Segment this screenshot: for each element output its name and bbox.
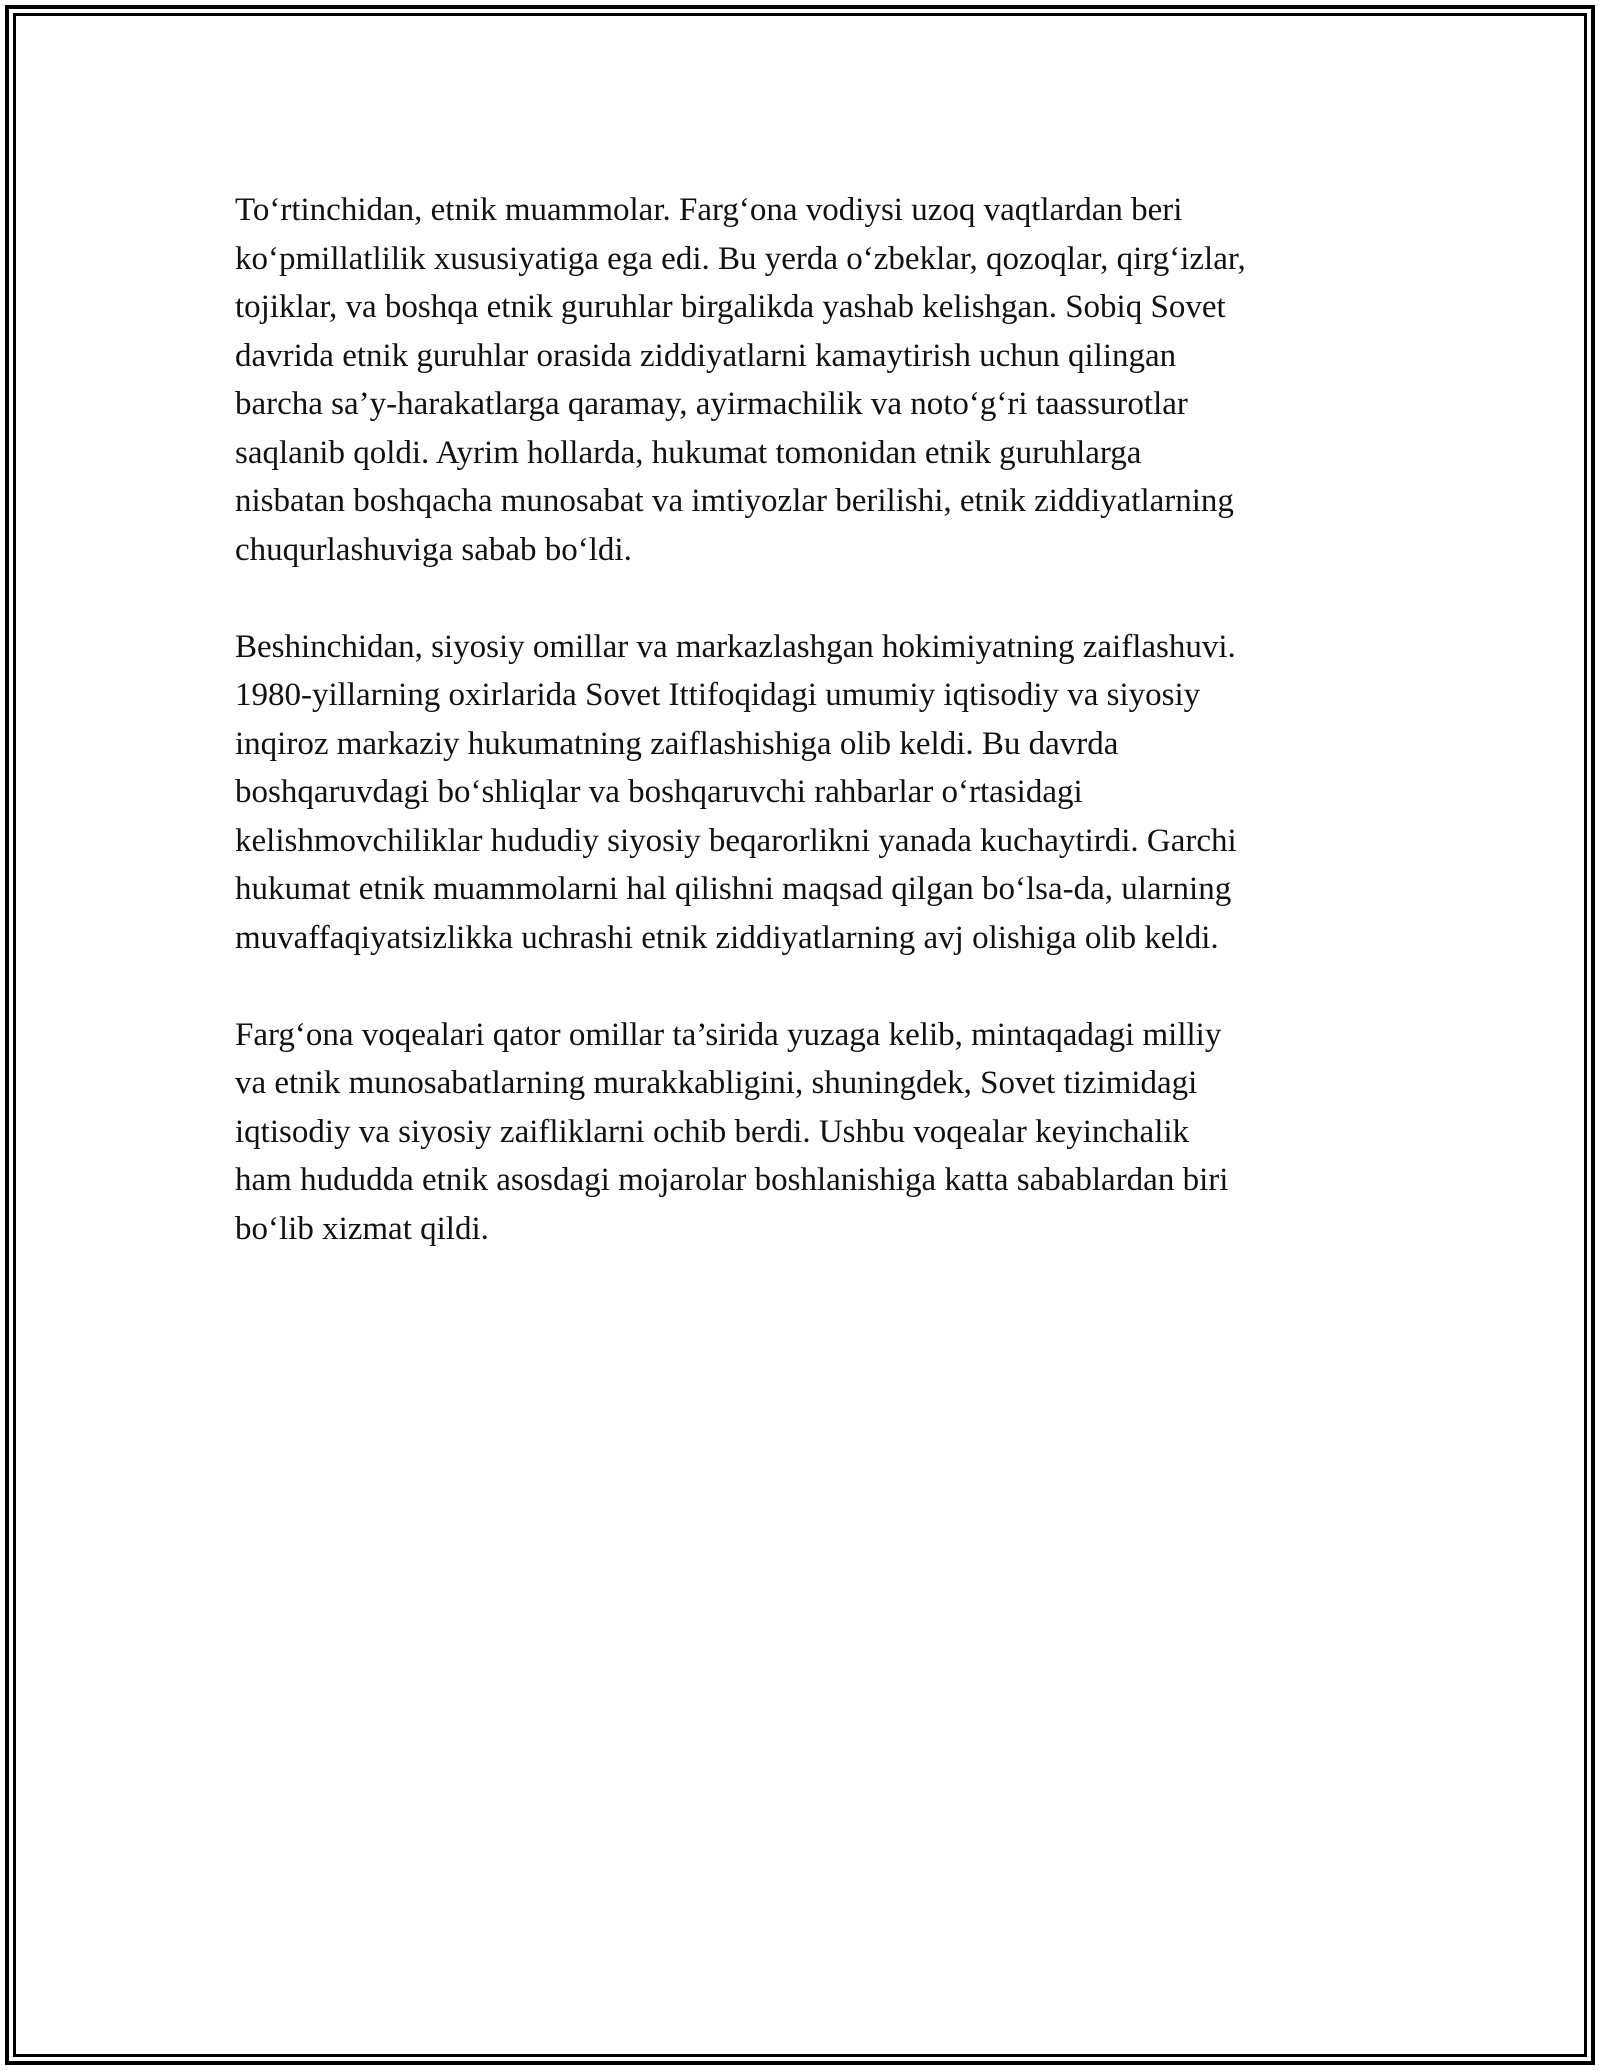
paragraph-conclusion: Farg‘ona voqealari qator omillar ta’sirida yuzaga kelib, mintaqadagi milliy va etnik munosabatlarning murakkabligini, shuningdek, Sovet tizimidagi iqtisodiy va siyosiy zaifliklarni ochib berdi. Ushbu voqealar keyinchalik ham hududda etnik asosdagi mojarolar boshlanishiga katta sabablardan biri bo‘lib xizmat qildi. xyxy=(235,1016,1229,1247)
paragraph-ethnic-problems: To‘rtinchidan, etnik muammolar. Farg‘ona vodiysi uzoq vaqtlardan beri ko‘pmillatlilik xususiyatiga ega edi. Bu yerda o‘zbeklar, qozoqlar, qirg‘izlar, tojiklar, va boshqa etnik guruhlar birgalikda yashab kelishgan. Sobiq Sovet davrida etnik guruhlar orasida ziddiyatlarni kamaytirish uchun qilingan barcha sa’y-harakatlarga qaramay, ayirmachilik va noto‘g‘ri taassurotlar saqlanib qoldi. Ayrim hollarda, hukumat tomonidan etnik guruhlarga nisbatan boshqacha munosabat va imtiyozlar berilishi, etnik ziddiyatlarning chuqurlashuviga sabab bo‘ldi. xyxy=(235,192,1246,568)
paragraph-political-factors: Beshinchidan, siyosiy omillar va markazlashgan hokimiyatning zaiflashuvi. 1980-yillarning oxirlarida Sovet Ittifoqidagi umumiy iqtisodiy va siyosiy inqiroz markaziy hukumatning zaiflashishiga olib keldi. Bu davrda boshqaruvdagi bo‘shliqlar va boshqaruvchi rahbarlar o‘rtasidagi kelishmovchiliklar hududiy siyosiy beqarorlikni yanada kuchaytirdi. Garchi hukumat etnik muammolarni hal qilishni maqsad qilgan bo‘lsa-da, ularning muvaffaqiyatsizlikka uchrashi etnik ziddiyatlarning avj olishiga olib keldi. xyxy=(235,628,1237,956)
document-body xyxy=(235,186,1375,1302)
